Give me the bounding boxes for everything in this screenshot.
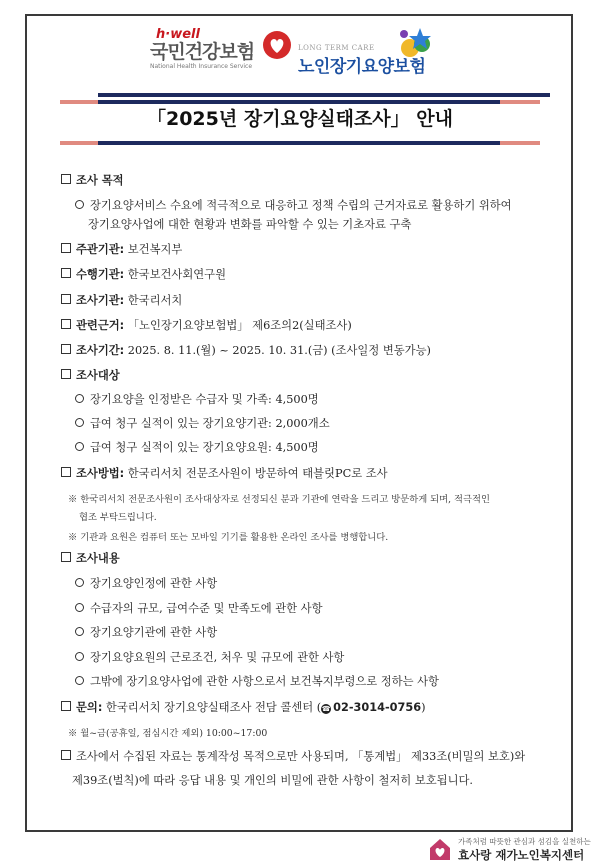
bullet-circle-icon	[75, 676, 84, 685]
method-note-1: ※ 한국리서치 전문조사원이 조사대상자로 선정되신 분과 기관에 연락을 드리고 방문하게 되며, 적극적인	[68, 494, 490, 505]
nhis-name: 국민건강보험	[150, 41, 255, 63]
title-bar-navy	[98, 141, 500, 145]
content-item: 그밖에 장기요양사업에 관한 사항으로서 보건복지부령으로 정하는 사항	[75, 673, 439, 689]
content-item: 장기요양인정에 관한 사항	[75, 575, 217, 591]
checkbox-square-icon	[61, 243, 71, 253]
nhis-heart-icon	[262, 30, 292, 60]
footer-center-name: 효사랑 재가노인복지센터	[458, 848, 585, 862]
purpose-line-1: 장기요양서비스 수요에 적극적으로 대응하고 정책 수립의 근거자료로 활용하기 위하여	[75, 197, 512, 213]
footer-tagline: 가족처럼 따뜻한 관심과 섬김을 실천하는	[458, 837, 591, 846]
checkbox-square-icon	[61, 750, 71, 760]
checkbox-square-icon	[61, 268, 71, 278]
nhis-brand: h·well	[156, 27, 200, 42]
bullet-circle-icon	[75, 418, 84, 427]
bullet-circle-icon	[75, 627, 84, 636]
title-bar-pink-right	[500, 141, 540, 145]
checkbox-square-icon	[61, 319, 71, 329]
nhis-english-name: National Health Insurance Service	[150, 63, 253, 70]
period-row: 조사기간: 2025. 8. 11.(월) ~ 2025. 10. 31.(금) (조사일정 변동가능)	[61, 342, 431, 358]
ltc-name: 노인장기요양보험	[298, 57, 426, 77]
bullet-circle-icon	[75, 603, 84, 612]
checkbox-square-icon	[61, 701, 71, 711]
privacy-line-1: 조사에서 수집된 자료는 통계작성 목적으로만 사용되며, 「통계법」 제33조(비밀의 보호)와	[61, 748, 525, 764]
header-bar-navy-top	[98, 93, 550, 97]
purpose-line-2: 장기요양사업에 대한 현황과 변화를 파악할 수 있는 기초자료 구축	[88, 218, 412, 231]
inquiry-row: 문의: 한국리서치 장기요양실태조사 전담 콜센터 (☎ 02-3014-0756)	[61, 699, 426, 715]
supervisor-row: 주관기관: 보건복지부	[61, 241, 182, 257]
checkbox-square-icon	[61, 467, 71, 477]
center-logo-icon	[427, 836, 453, 862]
ltc-emblem-icon	[396, 26, 436, 62]
content-item: 수급자의 규모, 급여수준 및 만족도에 관한 사항	[75, 600, 322, 616]
inquiry-hours-note: ※ 월~금(공휴일, 점심시간 제외) 10:00~17:00	[68, 728, 268, 739]
method-note-1-cont: 협조 부탁드립니다.	[79, 512, 157, 523]
target-item: 장기요양을 인정받은 수급자 및 가족: 4,500명	[75, 391, 319, 407]
bullet-circle-icon	[75, 652, 84, 661]
phone-icon: ☎	[321, 705, 331, 713]
nhis-logo	[150, 27, 254, 70]
bullet-circle-icon	[75, 200, 84, 209]
content-heading: 조사내용	[61, 550, 120, 566]
inquiry-phone: 02-3014-0756	[333, 701, 422, 714]
target-item: 급여 청구 실적이 있는 장기요양요원: 4,500명	[75, 439, 319, 455]
checkbox-square-icon	[61, 552, 71, 562]
checkbox-square-icon	[61, 174, 71, 184]
bullet-circle-icon	[75, 442, 84, 451]
target-heading: 조사대상	[61, 367, 120, 383]
checkbox-square-icon	[61, 294, 71, 304]
method-note-2: ※ 기관과 요원은 컴퓨터 또는 모바일 기기를 활용한 온라인 조사를 병행합니다.	[68, 532, 389, 543]
bullet-circle-icon	[75, 394, 84, 403]
title-bar-pink-left	[60, 141, 98, 145]
privacy-line-2: 제39조(벌칙)에 따라 응답 내용 및 개인의 비밀에 관한 사항이 철저히 보호됩니다.	[72, 774, 473, 787]
purpose-heading: 조사 목적	[61, 172, 124, 188]
legal-basis-row: 관련근거: 「노인장기요양보험법」 제6조의2(실태조사)	[61, 317, 352, 333]
target-item: 급여 청구 실적이 있는 장기요양기관: 2,000개소	[75, 415, 330, 431]
survey-org-row: 조사기관: 한국리서치	[61, 292, 182, 308]
method-row: 조사방법: 한국리서치 전문조사원이 방문하여 태블릿PC로 조사	[61, 465, 388, 481]
executor-row: 수행기관: 한국보건사회연구원	[61, 266, 226, 282]
checkbox-square-icon	[61, 369, 71, 379]
content-item: 장기요양요원의 근로조건, 처우 및 규모에 관한 사항	[75, 649, 344, 665]
bullet-circle-icon	[75, 578, 84, 587]
page-title: 「2025년 장기요양실태조사」 안내	[146, 108, 453, 130]
ltc-english-name: LONG TERM CARE	[298, 44, 375, 52]
checkbox-square-icon	[61, 344, 71, 354]
content-item: 장기요양기관에 관한 사항	[75, 624, 217, 640]
